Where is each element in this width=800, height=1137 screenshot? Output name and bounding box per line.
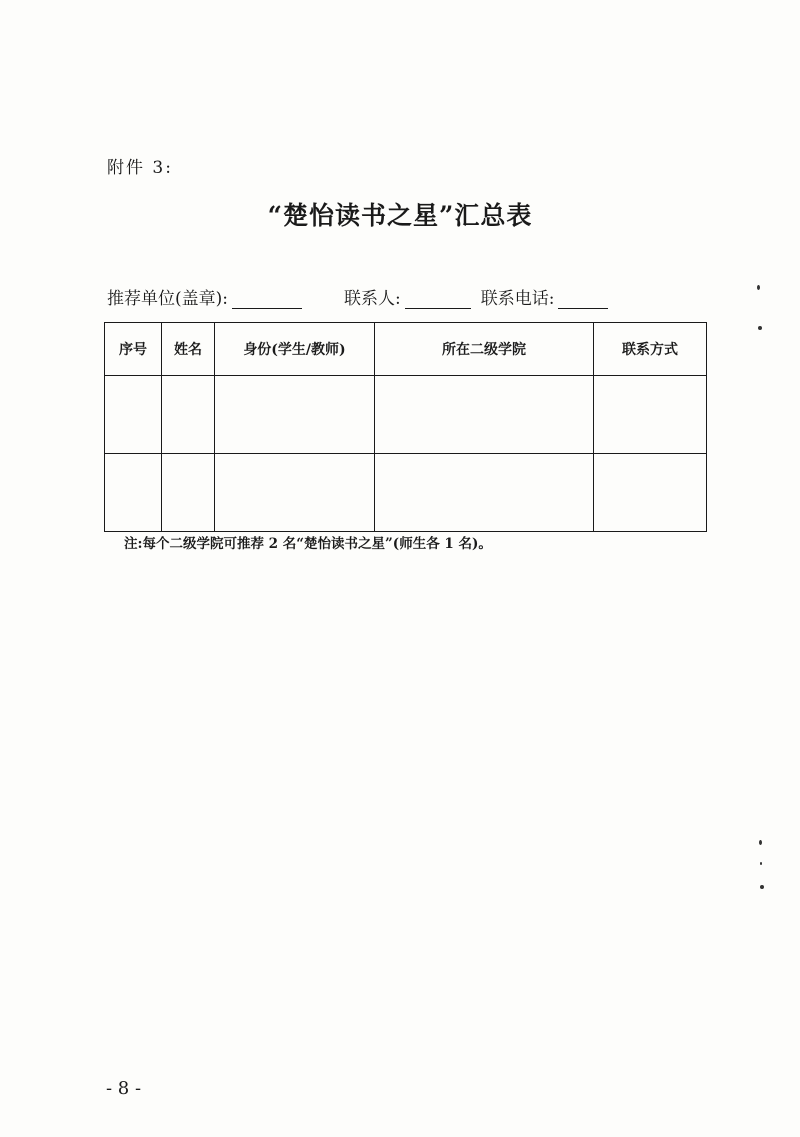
header-identity: 身份(学生/教师): [215, 323, 375, 376]
table-cell[interactable]: [375, 454, 594, 532]
header-row: [105, 323, 707, 376]
table-cell[interactable]: [594, 376, 707, 454]
scan-speck: [760, 862, 762, 865]
unit-blank[interactable]: [232, 288, 302, 309]
header-contact: 联系方式: [594, 323, 707, 376]
unit-label: 推荐单位(盖章):: [107, 289, 228, 309]
table-note: 注:每个二级学院可推荐 2 名“楚怡读书之星”(师生各 1 名)。: [124, 536, 492, 552]
table-cell[interactable]: [594, 454, 707, 532]
header-serial: 序号: [105, 323, 162, 376]
phone-label: 联系电话:: [480, 289, 555, 309]
meta-row: [107, 284, 707, 309]
contact-blank[interactable]: [405, 288, 471, 309]
table-row: [105, 454, 707, 532]
table-cell[interactable]: [162, 454, 215, 532]
table-cell[interactable]: [215, 376, 375, 454]
table-cell[interactable]: [105, 376, 162, 454]
scan-speck: [759, 840, 762, 845]
table-cell[interactable]: [105, 454, 162, 532]
table-row: [105, 376, 707, 454]
summary-table: [104, 322, 707, 532]
table-cell[interactable]: [215, 454, 375, 532]
scan-speck: [758, 326, 762, 330]
document-title: “楚怡读书之星”汇总表: [267, 201, 533, 230]
table-cell[interactable]: [375, 376, 594, 454]
attachment-label: 附件 3:: [107, 158, 173, 178]
page-number: - 8 -: [106, 1078, 142, 1099]
scan-speck: [760, 885, 764, 889]
scan-speck: [757, 285, 760, 290]
table-cell[interactable]: [162, 376, 215, 454]
header-college: 所在二级学院: [375, 323, 594, 376]
header-name: 姓名: [162, 323, 215, 376]
contact-label: 联系人:: [344, 289, 401, 309]
phone-blank[interactable]: [558, 288, 608, 309]
